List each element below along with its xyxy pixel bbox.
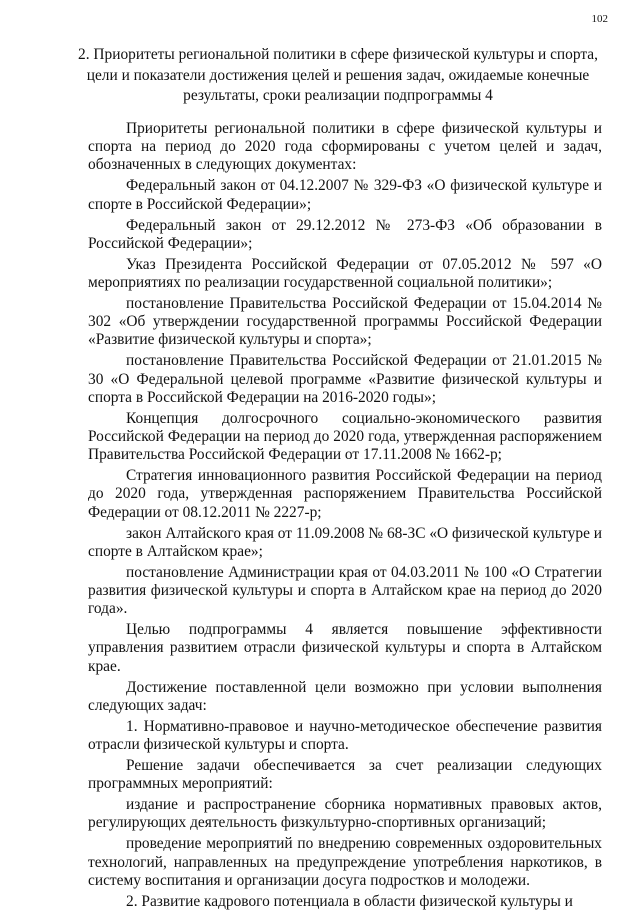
document-body (88, 120, 602, 914)
paragraph: постановление Администрации края от 04.03.2011 № 100 «О Стратегии развития физической культуры и спорта в Алтайском крае на период до 2020 года». (88, 563, 602, 618)
paragraph: Федеральный закон от 04.12.2007 № 329-ФЗ «О физической культуре и спорте в Российской Федерации»; (88, 177, 602, 213)
paragraph: Решение задачи обеспечивается за счет реализации следующих программных мероприятий: (88, 757, 602, 793)
section-heading: 2. Приоритеты региональной политики в сфере физической культуры и спорта, цели и показатели достижения целей и решения задач, ожидаемые конечные результаты, сроки реализации подпрограммы 4 (78, 46, 598, 104)
paragraph: Целью подпрограммы 4 является повышение эффективности управления развитием отрасли физической культуры и спорта в Алтайском крае. (88, 621, 602, 675)
paragraph: закон Алтайского края от 11.09.2008 № 68-ЗС «О физической культуре и спорте в Алтайском крае»; (88, 524, 602, 560)
paragraph: Приоритеты региональной политики в сфере физической культуры и спорта на период до 2020 года сформированы с учетом целей и задач, обозначенных в следующих документах: (88, 120, 602, 174)
paragraph: Федеральный закон от 29.12.2012 № 273-ФЗ «Об образовании в Российской Федерации»; (88, 216, 602, 252)
paragraph: проведение мероприятий по внедрению современных оздоровительных технологий, направленных на предупреждение употребления наркотиков, в систему воспитания и организации досуга подростков и молодежи. (88, 835, 602, 889)
paragraph: 1. Нормативно-правовое и научно-методическое обеспечение развития отрасли физической культуры и спорта. (88, 717, 602, 754)
paragraph: Стратегия инновационного развития Российской Федерации на период до 2020 года, утвержденная распоряжением Правительства Российской Федерации от 08.12.2011 № 2227-р; (88, 467, 602, 521)
page-number: 102 (591, 13, 608, 25)
paragraph: Достижение поставленной цели возможно при условии выполнения следующих задач: (88, 678, 602, 714)
paragraph: издание и распространение сборника нормативных правовых актов, регулирующих деятельность физкультурно-спортивных организаций; (88, 796, 602, 832)
paragraph: постановление Правительства Российской Федерации от 21.01.2015 № 30 «О Федеральной целевой программе «Развитие физической культуры и спорта в Российской Федерации на 2016-2020 годы»; (88, 352, 602, 406)
paragraph: постановление Правительства Российской Федерации от 15.04.2014 № 302 «Об утверждении государственной программы Российской Федерации «Развитие физической культуры и спорта»; (88, 295, 602, 349)
paragraph: 2. Развитие кадрового потенциала в области физической культуры и (126, 892, 573, 910)
paragraph: Указ Президента Российской Федерации от 07.05.2012 № 597 «О мероприятиях по реализации государственной социальной политики»; (88, 255, 602, 292)
paragraph: Концепция долгосрочного социально-экономического развития Российской Федерации на период до 2020 года, утвержденная распоряжением Правительства Российской Федерации от 17.11.2008 № 1662-р; (88, 409, 602, 464)
